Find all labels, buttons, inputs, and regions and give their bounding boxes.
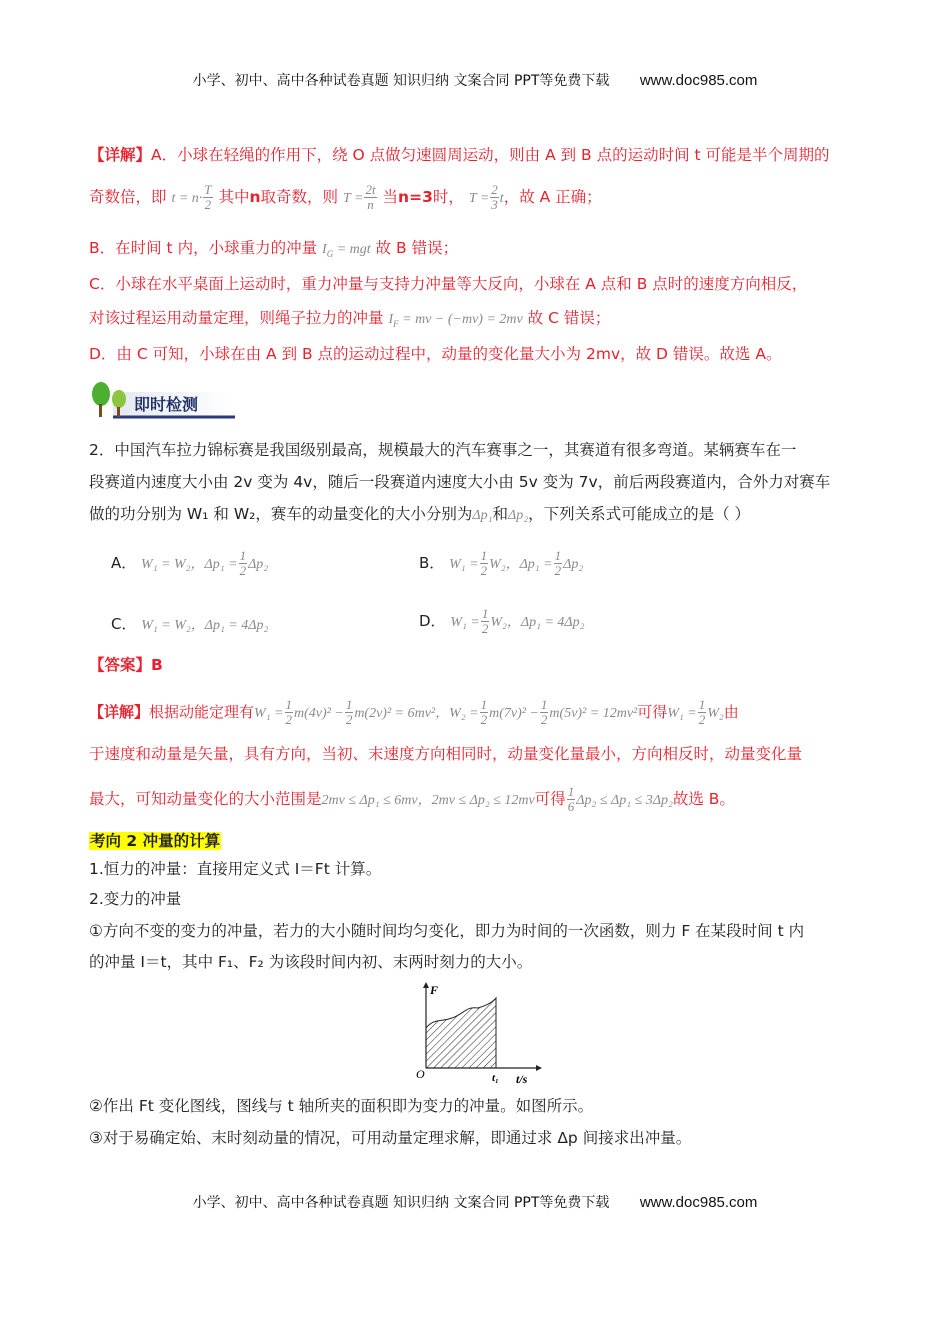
option-d[interactable]: D． W₁ = $\frac{1}{2}$ W₂，Δp₁ = 4Δp₂: [419, 606, 585, 636]
text: n: [249, 188, 261, 206]
detail1-b-line: [89, 236, 870, 266]
text: ，故 A 正确；: [503, 188, 602, 206]
fraction: $\frac{2}{3}$: [491, 182, 498, 212]
answer-line: 【答案】B: [89, 656, 163, 674]
detail-tag: 【详解】: [89, 146, 152, 164]
topic2-title: 考向 2 冲量的计算: [90, 832, 221, 850]
page-footer: [0, 1192, 950, 1212]
section-badge-title: 即时检测: [134, 395, 199, 414]
detail1-c-line2: [89, 306, 870, 336]
detail2-line1: 【详解】根据动能定理有W₁ = $\frac{1}{2}$ m(4v)² − $\frac{1}{2}$ m(2v)² = 6mv²，W₂ = $\frac{1}{2}$ m(7v)² − $\frac{1}{2}$ m(5v)² = 12mv²可得W₁ = $\frac{1}{2}$ W₂由: [89, 697, 739, 727]
topic2-p3-line1: ①方向不变的变力的冲量，若力的大小随时间均匀变化，即力为时间的一次函数，则力 F 在某段时间 t 内: [89, 922, 805, 940]
detail1-d-line: [89, 342, 870, 366]
text: 时，: [432, 188, 464, 206]
option-c[interactable]: C． W₁ = W₂，Δp₁ = 4Δp₂: [111, 615, 269, 633]
text: n=3: [398, 188, 433, 206]
origin-label: O: [416, 1067, 425, 1081]
detail2-line3: 最大，可知动量变化的大小范围是2mv ≤ Δp₁ ≤ 6mv，2mv ≤ Δp₂ ≤ 12mv可得 $\frac{1}{6}$ Δp₂ ≤ Δp₁ ≤ 3Δp₂故选 B。: [89, 784, 735, 814]
topic2-p3-line2: 的冲量 I＝t，其中 F₁、F₂ 为该段时间内初、末两时刻力的大小。: [89, 953, 533, 971]
text: 取奇数，则: [260, 188, 339, 206]
detail1-a-line1: [89, 143, 870, 167]
formula: t = n·: [171, 191, 203, 206]
text: 当: [382, 188, 399, 206]
text: B．在时间 t 内，小球重力的冲量: [89, 239, 318, 257]
topic2-p1: 1.恒力的冲量：直接用定义式 I＝Ft 计算。: [89, 860, 382, 878]
detail1-c-line1: [89, 272, 870, 296]
text: 故 C 错误；: [527, 309, 611, 327]
formula: $I_F$ = mv − (−mv) = 2mv: [388, 312, 523, 329]
t1-label: t₁: [492, 1072, 499, 1084]
detail1-a-text: A．小球在轻绳的作用下，绕 O 点做匀速圆周运动，则由 A 到 B 点的运动时间 t 可能是半个周期的: [151, 146, 830, 164]
detail2-line2: 于速度和动量是矢量，具有方向，当初、末速度方向相同时，动量变化量最小，方向相反时，动量变化量: [89, 745, 803, 763]
footer-text: 小学、初中、高中各种试卷真题 知识归纳 文案合同 PPT等免费下载: [192, 1195, 610, 1211]
y-axis-label: F: [430, 983, 439, 997]
x-axis-label: t/s: [516, 1072, 528, 1086]
q2-line1: 2．中国汽车拉力锦标赛是我国级别最高，规模最大的汽车赛事之一，其赛道有很多弯道。某辆赛车在一: [89, 441, 797, 459]
footer-site-link[interactable]: www.doc985.com: [639, 1194, 758, 1211]
page-header: [0, 70, 950, 90]
text: D．由 C 可知，小球在由 A 到 B 点的运动过程中，动量的变化量大小为 2mv，故 D 错误。故选 A。: [89, 345, 782, 363]
fraction: $\frac{2t}{n}$: [365, 182, 376, 212]
force-time-graph: [408, 980, 548, 1090]
impulse-area: [426, 998, 496, 1068]
topic2-p2: 2.变力的冲量: [89, 890, 182, 908]
topic2-p4: ②作出 Ft 变化图线，图线与 t 轴所夹的面积即为变力的冲量。如图所示。: [89, 1097, 594, 1115]
header-site-link[interactable]: www.doc985.com: [639, 72, 758, 89]
text: 奇数倍，即: [89, 188, 167, 206]
option-b[interactable]: B． W₁ = $\frac{1}{2}$ W₂，Δp₁ = $\frac{1}{2}$ Δp₂: [419, 548, 584, 578]
formula: $I_G$ = mgt: [322, 242, 371, 259]
detail1-a-line2: [89, 183, 870, 212]
topic2-p5: ③对于易确定始、末时刻动量的情况，可用动量定理求解，即通过求 Δp 间接求出冲量。: [89, 1129, 692, 1147]
text: C．小球在水平桌面上运动时，重力冲量与支持力冲量等大反向，小球在 A 点和 B 点时的速度方向相反，: [89, 275, 808, 293]
formula: t: [499, 191, 504, 206]
text: 其中: [218, 188, 250, 206]
text: 故 B 错误；: [375, 239, 459, 257]
text: 对该过程运用动量定理，则绳子拉力的冲量: [89, 309, 384, 327]
q2-line3: 做的功分别为 W₁ 和 W₂，赛车的动量变化的大小分别为Δp₁和Δp₂，下列关系式可能成立的是（ ）: [89, 505, 751, 523]
header-text: 小学、初中、高中各种试卷真题 知识归纳 文案合同 PPT等免费下载: [192, 73, 610, 89]
option-a[interactable]: A． W₁ = W₂，Δp₁ = $\frac{1}{2}$ Δp₂: [111, 548, 269, 578]
fraction: $\frac{T}{2}$: [204, 182, 212, 212]
q2-line2: 段赛道内速度大小由 2v 变为 4v，随后一段赛道内速度大小由 5v 变为 7v，前后两段赛道内，合外力对赛车: [89, 473, 831, 491]
formula: T =: [342, 191, 364, 206]
formula: T =: [468, 191, 490, 206]
